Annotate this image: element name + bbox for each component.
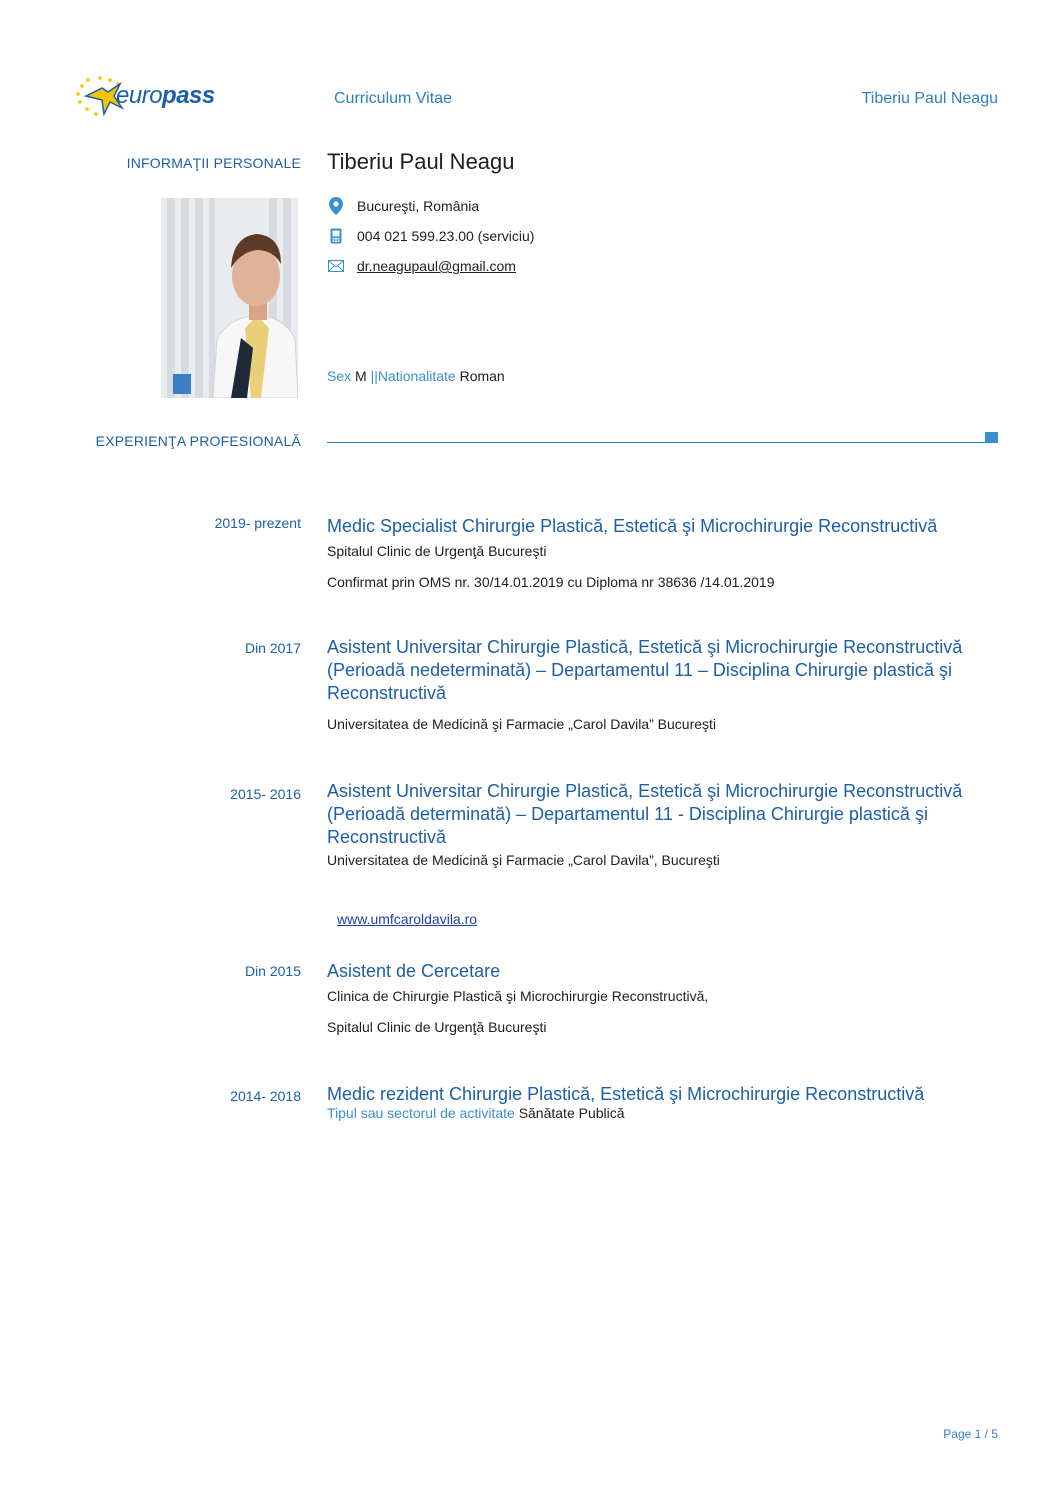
profile-photo (161, 198, 298, 398)
nationality-label: Nationalitate (377, 368, 456, 384)
envelope-icon (327, 257, 345, 275)
sex-nationality-line (327, 368, 505, 384)
entry-title: Medic Specialist Chirurgie Plastică, Estetică şi Microchirurgie Reconstructivă (327, 516, 938, 536)
university-website-link[interactable]: www.umfcaroldavila.ro (337, 911, 478, 927)
entry-employer: Universitatea de Medicină şi Farmacie „Carol Davila”, Bucureşti (327, 852, 720, 868)
person-name: Tiberiu Paul Neagu (327, 149, 515, 174)
entry-title: Asistent de Cercetare (327, 961, 501, 981)
activity-label: Tipul sau sectorul de activitate (327, 1105, 515, 1121)
phone-text: 004 021 599.23.00 (serviciu) (357, 228, 535, 244)
activity-line (327, 1105, 625, 1121)
entry-title: Medic rezident Chirurgie Plastică, Estetică şi Microchirurgie Reconstructivă (327, 1084, 925, 1104)
header-person-name: Tiberiu Paul Neagu (861, 90, 998, 107)
nationality-value: Roman (459, 368, 505, 384)
mobile-phone-icon (327, 227, 345, 245)
entry-date: 2019- prezent (214, 515, 301, 531)
entry-date: 2014- 2018 (230, 1088, 301, 1104)
europass-wordmark (116, 82, 215, 110)
address-row (327, 197, 479, 215)
entry-date: Din 2015 (244, 963, 301, 979)
entry-date: Din 2017 (244, 640, 301, 656)
email-row (327, 257, 516, 275)
divider-square-icon (985, 432, 998, 443)
entry-employer: Clinica de Chirurgie Plastică şi Microchirurgie Reconstructivă, (327, 988, 709, 1004)
address-text: Bucureşti, România (357, 198, 480, 214)
entry-employer: Spitalul Clinic de Urgenţă Bucureşti (327, 543, 547, 559)
sex-value: M (355, 368, 367, 384)
entry-detail: Confirmat prin OMS nr. 30/14.01.2019 cu Diploma nr 38636 /14.01.2019 (327, 574, 775, 590)
entry-title: Asistent Universitar Chirurgie Plastică, Estetică şi Microchirurgie Reconstructivă (Perioadă nedeterminată) – Departamentul 11 – Disciplina Chirurgie plastică şi Reconstructivă (327, 637, 963, 703)
entry-title: Asistent Universitar Chirurgie Plastică, Estetică şi Microchirurgie Reconstructivă (Perioadă determinată) – Departamentul 11 - Disciplina Chirurgie plastică şi Reconstructivă (327, 781, 963, 847)
separator: || (370, 368, 378, 384)
experience-label: EXPERIENŢA PROFESIONALĂ (95, 433, 301, 449)
document-title: Curriculum Vitae (334, 90, 452, 107)
phone-row (327, 227, 534, 245)
personal-info-label: INFORMAŢII PERSONALE (126, 155, 301, 171)
entry-detail: Spitalul Clinic de Urgenţă Bucureşti (327, 1019, 547, 1035)
email-link[interactable]: dr.neagupaul@gmail.com (357, 258, 516, 274)
entry-employer: Universitatea de Medicină şi Farmacie „Carol Davila” Bucureşti (327, 716, 717, 732)
logo-text-pass: pass (162, 82, 215, 109)
entry-date: 2015- 2016 (230, 786, 301, 802)
sex-label: Sex (327, 368, 352, 384)
logo-text-euro: euro (116, 82, 163, 109)
page-number: Page 1 / 5 (943, 1427, 998, 1441)
location-pin-icon (327, 197, 345, 215)
section-divider (327, 442, 985, 443)
activity-value: Sănătate Publică (518, 1105, 625, 1121)
